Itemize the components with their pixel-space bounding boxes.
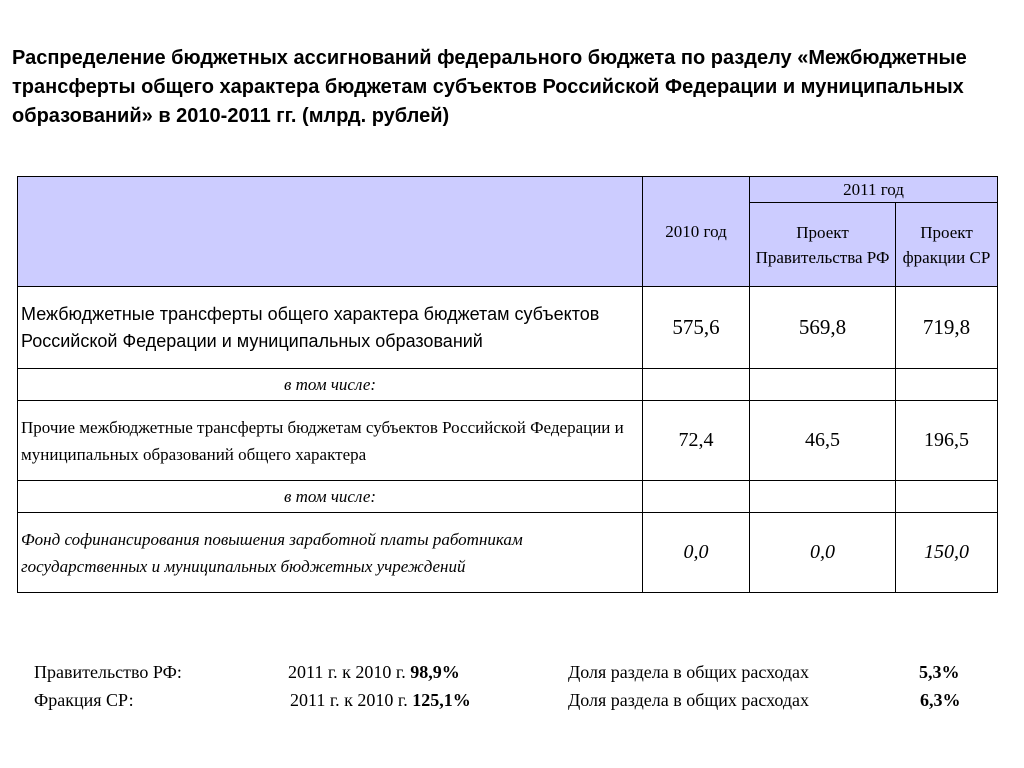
summary-block — [34, 658, 994, 714]
summary-share-label: Доля раздела в общих расходах — [568, 690, 810, 710]
summary-share-label: Доля раздела в общих расходах — [568, 662, 810, 682]
summary-ratio — [288, 658, 460, 686]
summary-share-value: 5,3% — [919, 662, 960, 682]
ratio-text: 2011 г. к 2010 г. — [288, 662, 406, 682]
row-label: Прочие межбюджетные трансферты бюджетам субъектов Российской Федерации и муниципальных образований общего характера — [18, 401, 643, 481]
header-gov-project: Проект Правительства РФ — [750, 203, 896, 287]
summary-party: Фракция СР: — [34, 690, 134, 710]
table-row — [18, 369, 998, 401]
table-row — [18, 287, 998, 369]
summary-row — [34, 658, 994, 686]
summary-party: Правительство РФ: — [34, 662, 182, 682]
table-header-row — [18, 177, 998, 203]
page-title: Распределение бюджетных ассигнований федерального бюджета по разделу «Межбюджетные трансферты общего характера бюджетам субъектов Российской Федерации и муниципальных образований» в 2010-2011 гг. (млрд. рублей) — [12, 47, 967, 127]
empty-cell — [896, 369, 998, 401]
ratio-value: 98,9% — [410, 662, 460, 682]
summary-share-value: 6,3% — [920, 690, 961, 710]
summary-row — [34, 686, 994, 714]
summary-ratio — [290, 686, 471, 714]
header-2010: 2010 год — [643, 177, 750, 287]
ratio-value: 125,1% — [412, 690, 471, 710]
row-value-sr: 196,5 — [896, 401, 998, 481]
budget-table — [17, 176, 998, 593]
empty-cell — [896, 481, 998, 513]
row-subheading: в том числе: — [18, 481, 643, 513]
empty-cell — [750, 481, 896, 513]
row-value-sr: 150,0 — [896, 513, 998, 593]
row-value-sr: 719,8 — [896, 287, 998, 369]
row-label: Фонд софинансирования повышения заработной платы работникам государственных и муниципальных бюджетных учреждений — [18, 513, 643, 593]
empty-cell — [643, 369, 750, 401]
table-row — [18, 481, 998, 513]
row-value-2010: 72,4 — [643, 401, 750, 481]
row-value-gov: 46,5 — [750, 401, 896, 481]
row-value-2010: 575,6 — [643, 287, 750, 369]
header-2011: 2011 год — [750, 177, 998, 203]
row-label: Межбюджетные трансферты общего характера бюджетам субъектов Российской Федерации и муниципальных образований — [18, 287, 643, 369]
empty-cell — [750, 369, 896, 401]
header-sr-project: Проект фракции СР — [896, 203, 998, 287]
row-value-gov: 569,8 — [750, 287, 896, 369]
table-row — [18, 513, 998, 593]
empty-cell — [643, 481, 750, 513]
row-value-gov: 0,0 — [750, 513, 896, 593]
row-value-2010: 0,0 — [643, 513, 750, 593]
table-row — [18, 401, 998, 481]
row-subheading: в том числе: — [18, 369, 643, 401]
ratio-text: 2011 г. к 2010 г. — [290, 690, 408, 710]
header-empty-cell — [18, 177, 643, 287]
